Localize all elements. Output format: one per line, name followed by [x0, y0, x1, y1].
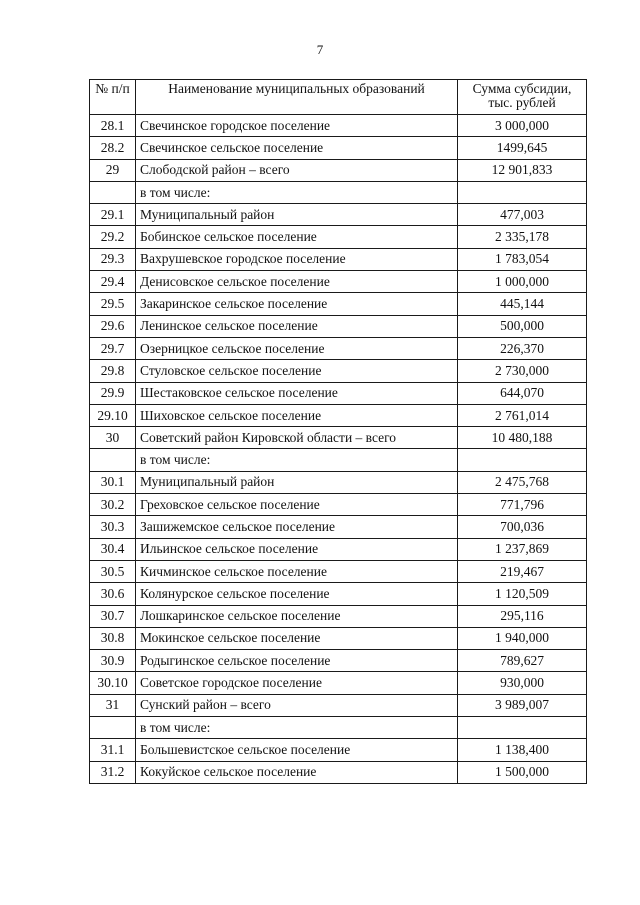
row-sum: 477,003 [458, 204, 587, 226]
row-name: Ильинское сельское поселение [136, 538, 458, 560]
row-number: 30.6 [90, 583, 136, 605]
table-row [90, 248, 587, 270]
row-name: Шиховское сельское поселение [136, 404, 458, 426]
row-name: Свечинское сельское поселение [136, 137, 458, 159]
row-name: Кичминское сельское поселение [136, 560, 458, 582]
table-row [90, 382, 587, 404]
table-row [90, 115, 587, 137]
row-sum: 2 335,178 [458, 226, 587, 248]
table-row [90, 360, 587, 382]
row-name: Свечинское городское поселение [136, 115, 458, 137]
row-number: 29.5 [90, 293, 136, 315]
row-sum: 2 761,014 [458, 404, 587, 426]
row-sum: 771,796 [458, 494, 587, 516]
row-number: 30.7 [90, 605, 136, 627]
row-sum: 1 000,000 [458, 271, 587, 293]
row-name: Советское городское поселение [136, 672, 458, 694]
table-row [90, 293, 587, 315]
row-name: Родыгинское сельское поселение [136, 650, 458, 672]
row-name: Ленинское сельское поселение [136, 315, 458, 337]
row-number: 29.10 [90, 404, 136, 426]
header-number: № п/п [90, 80, 136, 115]
table-row [90, 605, 587, 627]
header-name: Наименование муниципальных образований [136, 80, 458, 115]
row-number: 28.2 [90, 137, 136, 159]
row-name: в том числе: [136, 717, 458, 739]
table-row [90, 181, 587, 203]
row-name: Кокуйское сельское поселение [136, 761, 458, 783]
row-sum: 789,627 [458, 650, 587, 672]
row-number: 31.1 [90, 739, 136, 761]
row-number: 30.2 [90, 494, 136, 516]
row-name: Большевистское сельское поселение [136, 739, 458, 761]
table-row [90, 427, 587, 449]
row-sum: 219,467 [458, 560, 587, 582]
table-row [90, 271, 587, 293]
row-name: в том числе: [136, 449, 458, 471]
row-sum: 295,116 [458, 605, 587, 627]
row-name: Закаринское сельское поселение [136, 293, 458, 315]
row-sum [458, 181, 587, 203]
row-number: 31 [90, 694, 136, 716]
table-row [90, 538, 587, 560]
row-number: 30.9 [90, 650, 136, 672]
table-row [90, 694, 587, 716]
row-name: Стуловское сельское поселение [136, 360, 458, 382]
row-sum: 500,000 [458, 315, 587, 337]
table-row [90, 137, 587, 159]
subsidy-table [89, 79, 587, 784]
row-number: 30.4 [90, 538, 136, 560]
table-row [90, 627, 587, 649]
row-sum: 2 475,768 [458, 471, 587, 493]
row-name: Колянурское сельское поселение [136, 583, 458, 605]
row-sum [458, 717, 587, 739]
table-row [90, 471, 587, 493]
row-sum: 2 730,000 [458, 360, 587, 382]
table-row [90, 516, 587, 538]
row-name: Денисовское сельское поселение [136, 271, 458, 293]
row-number: 29 [90, 159, 136, 181]
row-name: Бобинское сельское поселение [136, 226, 458, 248]
row-name: Муниципальный район [136, 471, 458, 493]
row-name: в том числе: [136, 181, 458, 203]
table-row [90, 315, 587, 337]
table-row [90, 672, 587, 694]
row-sum: 1 940,000 [458, 627, 587, 649]
row-sum [458, 449, 587, 471]
row-number: 29.4 [90, 271, 136, 293]
row-sum: 1 783,054 [458, 248, 587, 270]
row-number: 30.10 [90, 672, 136, 694]
row-number: 29.2 [90, 226, 136, 248]
row-sum: 1 237,869 [458, 538, 587, 560]
row-name: Слободской район – всего [136, 159, 458, 181]
table-row [90, 717, 587, 739]
row-name: Шестаковское сельское поселение [136, 382, 458, 404]
row-sum: 1 120,509 [458, 583, 587, 605]
row-number: 29.8 [90, 360, 136, 382]
row-sum: 226,370 [458, 337, 587, 359]
row-sum: 930,000 [458, 672, 587, 694]
row-name: Озерницкое сельское поселение [136, 337, 458, 359]
row-number: 29.6 [90, 315, 136, 337]
row-number [90, 449, 136, 471]
table-row [90, 739, 587, 761]
table-row [90, 583, 587, 605]
row-name: Греховское сельское поселение [136, 494, 458, 516]
table-row [90, 204, 587, 226]
row-number: 29.7 [90, 337, 136, 359]
row-name: Вахрушевское городское поселение [136, 248, 458, 270]
row-number: 31.2 [90, 761, 136, 783]
row-number: 29.1 [90, 204, 136, 226]
row-name: Мокинское сельское поселение [136, 627, 458, 649]
row-sum: 644,070 [458, 382, 587, 404]
table-row [90, 560, 587, 582]
row-number [90, 717, 136, 739]
table-row [90, 226, 587, 248]
row-number: 30 [90, 427, 136, 449]
row-sum: 1499,645 [458, 137, 587, 159]
table-body [90, 115, 587, 784]
row-sum: 700,036 [458, 516, 587, 538]
row-name: Муниципальный район [136, 204, 458, 226]
row-name: Зашижемское сельское поселение [136, 516, 458, 538]
row-sum: 1 500,000 [458, 761, 587, 783]
row-name: Сунский район – всего [136, 694, 458, 716]
table-header-row [90, 80, 587, 115]
row-sum: 3 989,007 [458, 694, 587, 716]
row-number: 30.1 [90, 471, 136, 493]
header-sum: Сумма субсидии, тыс. рублей [458, 80, 587, 115]
page-number: 7 [316, 42, 324, 57]
row-number: 30.5 [90, 560, 136, 582]
row-number: 30.8 [90, 627, 136, 649]
row-name: Лошкаринское сельское поселение [136, 605, 458, 627]
row-number: 29.3 [90, 248, 136, 270]
row-sum: 3 000,000 [458, 115, 587, 137]
row-number: 30.3 [90, 516, 136, 538]
row-number [90, 181, 136, 203]
table-row [90, 404, 587, 426]
row-number: 29.9 [90, 382, 136, 404]
table-row [90, 159, 587, 181]
row-sum: 12 901,833 [458, 159, 587, 181]
row-sum: 1 138,400 [458, 739, 587, 761]
row-name: Советский район Кировской области – всего [136, 427, 458, 449]
table-row [90, 337, 587, 359]
table-row [90, 761, 587, 783]
table-row [90, 449, 587, 471]
row-sum: 445,144 [458, 293, 587, 315]
row-sum: 10 480,188 [458, 427, 587, 449]
table-row [90, 650, 587, 672]
table-row [90, 494, 587, 516]
row-number: 28.1 [90, 115, 136, 137]
